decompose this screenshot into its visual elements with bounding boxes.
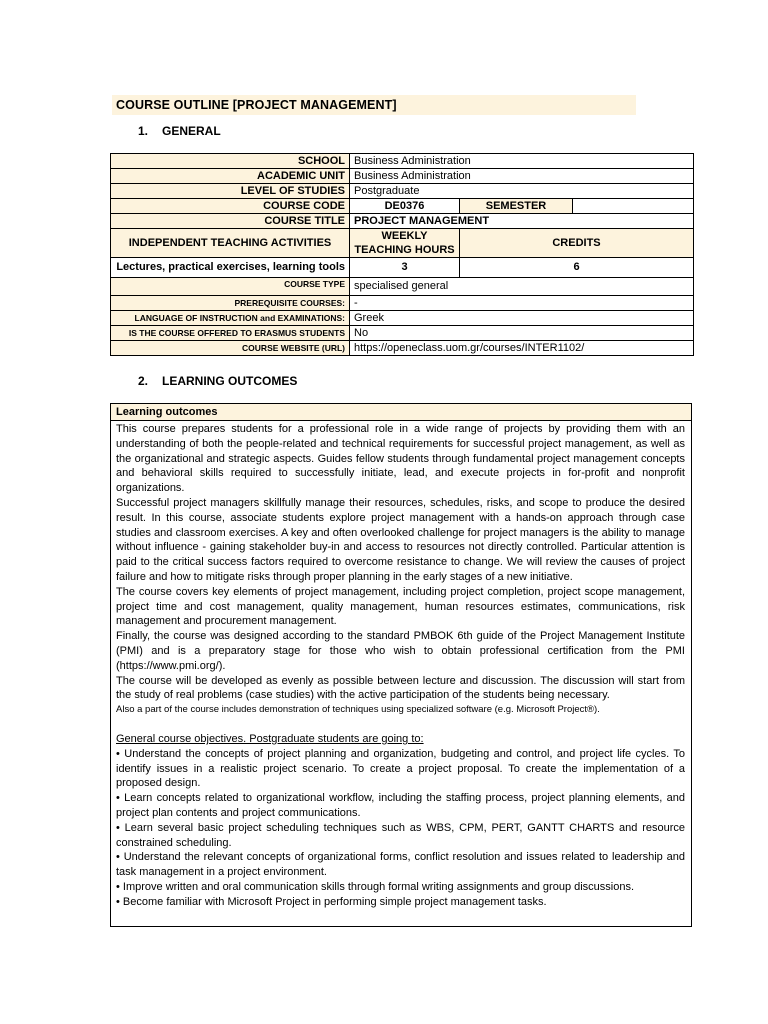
weekly-hours-header: WEEKLY TEACHING HOURS bbox=[350, 229, 460, 258]
activities-header: INDEPENDENT TEACHING ACTIVITIES bbox=[111, 229, 350, 258]
table-row bbox=[111, 214, 694, 229]
table-row bbox=[111, 169, 694, 184]
prerequisite-label: PREREQUISITE COURSES: bbox=[111, 296, 350, 311]
outcomes-paragraph: This course prepares students for a professional role in a wide range of projects by providing them with an understanding of both the people-related and technical requirements for successful project management, as well as the organizational and strategic aspects. Guides fellow students through fundamental project management concepts and behavioral skills required to successfully initiate, lead, and execute projects in for-profit and nonprofit organizations. bbox=[116, 423, 685, 495]
language-value: Greek bbox=[350, 311, 694, 326]
table-row bbox=[111, 278, 694, 296]
table-row bbox=[111, 184, 694, 199]
document-title: COURSE OUTLINE [PROJECT MANAGEMENT] bbox=[112, 95, 636, 115]
section-title: LEARNING OUTCOMES bbox=[162, 374, 298, 388]
objective-item: • Understand the relevant concepts of organizational forms, conflict resolution and issues related to leadership and task management in a project environment. bbox=[116, 851, 685, 879]
general-info-table bbox=[110, 153, 694, 356]
course-code-label: COURSE CODE bbox=[111, 199, 350, 214]
academic-unit-value: Business Administration bbox=[350, 169, 694, 184]
academic-unit-label: ACADEMIC UNIT bbox=[111, 169, 350, 184]
outcomes-paragraph: Successful project managers skillfully manage their resources, schedules, risks, and scope to produce the desired result. In this course, associate students explore project management with a hands-on approach through case studies and classroom exercises. A key and often overlooked challenge for project managers is the ability to manage without influence - gaining stakeholder buy-in and access to resources not directly controlled. Particular attention is paid to the critical success factors required to overcome resistance to change. We will review the causes of project failure and how to mitigate risks through proper planning in the early stages of a new initiative. bbox=[116, 496, 685, 583]
course-type-value: specialised general bbox=[350, 278, 694, 296]
level-label: LEVEL OF STUDIES bbox=[111, 184, 350, 199]
learning-outcomes-box bbox=[110, 403, 692, 927]
school-label: SCHOOL bbox=[111, 154, 350, 169]
section-number: 2. bbox=[138, 374, 149, 388]
table-row bbox=[111, 326, 694, 341]
semester-value bbox=[573, 199, 694, 214]
outcomes-paragraph: The course will be developed as evenly as possible between lecture and discussion. The discussion will start from the study of real problems (case studies) with the active participation of the students being necessary. bbox=[116, 674, 685, 702]
learning-outcomes-body bbox=[111, 421, 691, 910]
website-value[interactable]: https://openeclass.uom.gr/courses/INTER1102/ bbox=[350, 341, 694, 356]
activity-name: Lectures, practical exercises, learning tools bbox=[111, 258, 350, 278]
section-title: GENERAL bbox=[162, 124, 221, 138]
outcomes-paragraph: Finally, the course was designed according to the standard PMBOK 6th guide of the Project Management Institute (PMI) and is a preparatory stage for those who wish to obtain professional certification from the PMI (https://www.pmi.org/). bbox=[116, 630, 685, 672]
table-row bbox=[111, 154, 694, 169]
erasmus-label: IS THE COURSE OFFERED TO ERASMUS STUDENTS bbox=[111, 326, 350, 341]
semester-label: SEMESTER bbox=[460, 199, 573, 214]
table-row bbox=[111, 229, 694, 258]
level-value: Postgraduate bbox=[350, 184, 694, 199]
table-row bbox=[111, 311, 694, 326]
objective-item: • Learn concepts related to organizational workflow, including the staffing process, project planning elements, and project plan contents and project communications. bbox=[116, 792, 685, 819]
course-code-value: DE0376 bbox=[350, 199, 460, 214]
objective-item: • Learn several basic project scheduling techniques such as WBS, CPM, PERT, GANTT CHARTS and resource constrained scheduling. bbox=[116, 821, 685, 849]
language-label: LANGUAGE OF INSTRUCTION and EXAMINATIONS: bbox=[111, 311, 350, 326]
course-type-label: COURSE TYPE bbox=[111, 278, 350, 296]
outcomes-paragraph: The course covers key elements of project management, including project completion, project scope management, project time and cost management, quality management, human resources estimates, communications, risk management and procurement management. bbox=[116, 585, 685, 628]
objective-item: • Become familiar with Microsoft Project in performing simple project management tasks. bbox=[116, 895, 547, 908]
activity-hours: 3 bbox=[350, 258, 460, 278]
table-row bbox=[111, 341, 694, 356]
website-label: COURSE WEBSITE (URL) bbox=[111, 341, 350, 356]
table-row bbox=[111, 199, 694, 214]
section-heading-general bbox=[138, 123, 221, 139]
table-row bbox=[111, 258, 694, 278]
objective-item: • Understand the concepts of project planning and organization, budgeting and control, and project life cycles. To identify issues in a realistic project scenario. To create a project proposal. To create the implementation of a proposed design. bbox=[116, 747, 685, 790]
course-title-value: PROJECT MANAGEMENT bbox=[350, 214, 694, 229]
school-value: Business Administration bbox=[350, 154, 694, 169]
activity-credits: 6 bbox=[460, 258, 694, 278]
objective-item: • Improve written and oral communication skills through formal writing assignments and group discussions. bbox=[116, 880, 635, 893]
prerequisite-value: - bbox=[350, 296, 694, 311]
course-title-label: COURSE TITLE bbox=[111, 214, 350, 229]
credits-header: CREDITS bbox=[460, 229, 694, 258]
erasmus-value: No bbox=[350, 326, 694, 341]
table-row bbox=[111, 296, 694, 311]
learning-outcomes-header: Learning outcomes bbox=[111, 404, 691, 421]
section-heading-learning-outcomes bbox=[138, 373, 297, 389]
objectives-title: General course objectives. Postgraduate students are going to: bbox=[116, 732, 424, 745]
spacer bbox=[116, 718, 685, 732]
outcomes-paragraph: Also a part of the course includes demonstration of techniques using specialized software (e.g. Microsoft Project®). bbox=[116, 704, 600, 716]
section-number: 1. bbox=[138, 124, 149, 138]
